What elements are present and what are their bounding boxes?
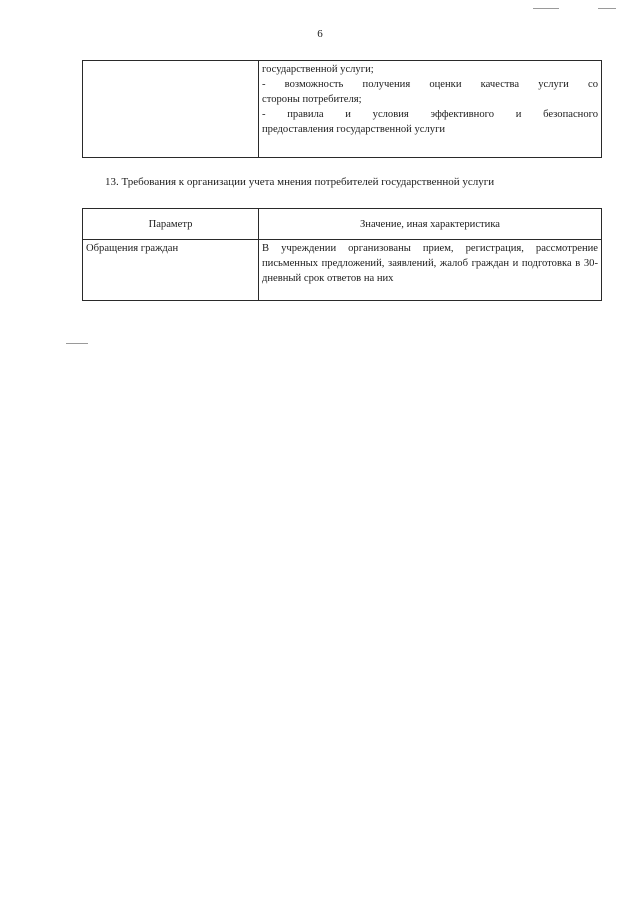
scan-artifact: [66, 343, 88, 344]
value-cell: В учреждении организованы прием, регистрация, рассмотрение письменных предложений, заявлений, жалоб граждан и подготовка в 30-дневный срок ответов на них: [259, 240, 602, 301]
table-header-row: [83, 209, 602, 240]
text-line: предоставления государственной услуги: [262, 124, 446, 135]
scan-artifact: [533, 8, 559, 9]
param-cell: Обращения граждан: [83, 240, 259, 301]
text-line: - правила и условия эффективного и безопасного: [262, 109, 598, 120]
continuation-table: [82, 60, 602, 158]
table-row: [83, 61, 602, 158]
table-cell-empty: [83, 61, 259, 158]
requirements-table: [82, 208, 602, 301]
column-header-parameter: Параметр: [83, 209, 259, 240]
table-cell-text: [259, 61, 602, 158]
section-heading: 13. Требования к организации учета мнения потребителей государственной услуги: [105, 176, 495, 188]
scan-artifact: [598, 8, 616, 9]
column-header-value: Значение, иная характеристика: [259, 209, 602, 240]
table-row: [83, 240, 602, 301]
text-line: - возможность получения оценки качества услуги со: [262, 79, 598, 90]
text-line: государственной услуги;: [262, 64, 374, 75]
page-number: 6: [317, 28, 323, 40]
text-line: стороны потребителя;: [262, 94, 362, 105]
